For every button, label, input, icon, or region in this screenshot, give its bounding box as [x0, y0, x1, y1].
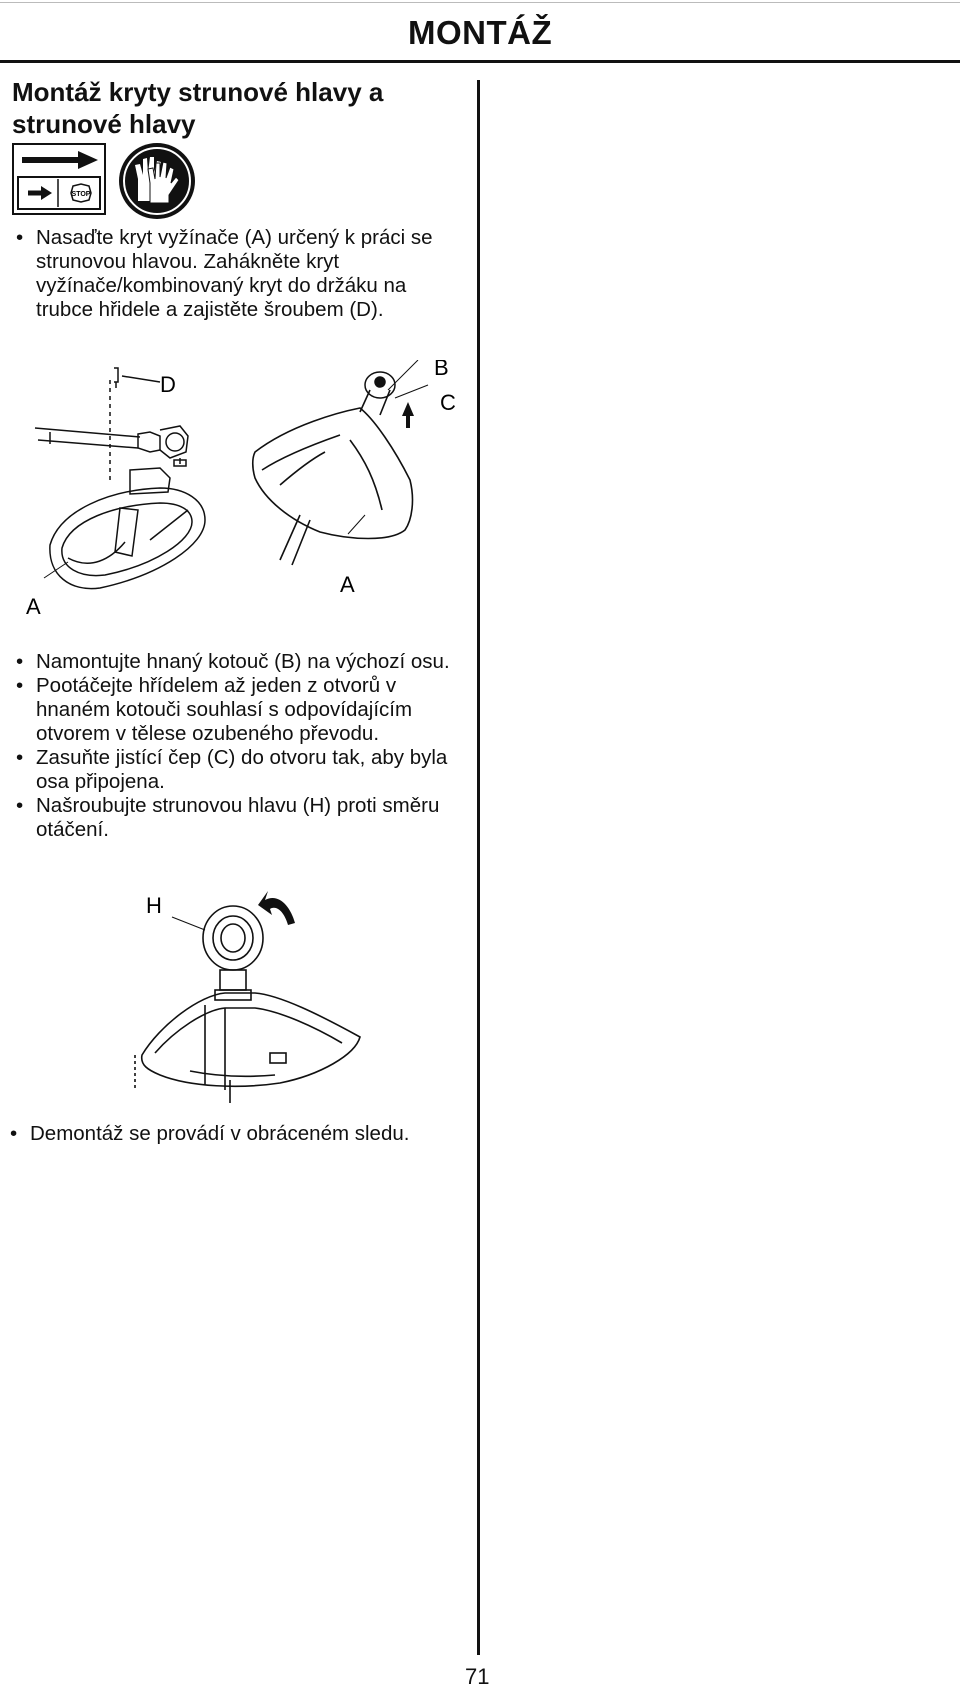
list-item: • Demontáž se provádí v obráceném sledu. [8, 1122, 468, 1146]
direction-arrow-icon [402, 402, 414, 428]
list-item: • Našroubujte strunovou hlavu (H) proti směru otáčení. [14, 794, 464, 842]
guard-right-illustration [253, 390, 413, 565]
guard-illustration [135, 993, 360, 1103]
header-rule [0, 60, 960, 63]
step-list-2 [14, 650, 464, 842]
label-a-right: A [340, 572, 355, 597]
step-list-1 [14, 226, 444, 322]
page-header-title: MONTÁŽ [408, 14, 553, 51]
page-number: 71 [465, 1664, 490, 1689]
label-c: C [440, 390, 456, 415]
protective-gloves-icon [119, 143, 195, 219]
drive-disc-illustration [365, 372, 395, 398]
label-b: B [434, 360, 449, 380]
label-h: H [146, 893, 162, 918]
safety-pictograms [12, 141, 198, 221]
rotation-arrow-icon [258, 891, 295, 925]
screw-d-illustration [114, 368, 160, 388]
list-item: • Namontujte hnaný kotouč (B) na výchozí osu. [14, 650, 464, 674]
figure-trimmer-head [130, 875, 380, 1105]
svg-text:STOP: STOP [71, 191, 91, 198]
list-item: • Zasuňte jistící čep (C) do otvoru tak, aby byla osa připojena. [14, 746, 464, 794]
arrow-stop-pictogram-icon [13, 144, 105, 214]
label-d: D [160, 372, 176, 397]
list-item: • Nasaďte kryt vyžínače (A) určený k práci se strunovou hlavou. Zahákněte kryt vyžínače/kombinovaný kryt do držáku na trubce hřidele a zajistěte šroubem (D). [14, 226, 444, 322]
guard-left-illustration [50, 468, 205, 589]
list-item: • Pootáčejte hřídelem až jeden z otvorů v hnaném kotouči souhlasí s odpovídajícím otvorem v tělese ozubeného převodu. [14, 674, 464, 746]
step-list-3 [8, 1122, 468, 1146]
header-top-line [0, 2, 960, 3]
section-heading: Montáž kryty strunové hlavy a strunové hlavy [12, 77, 384, 139]
trimmer-head-illustration [203, 906, 263, 1000]
column-divider [477, 80, 480, 1655]
label-a-left: A [26, 594, 41, 619]
figure-guard-mounting [10, 360, 470, 625]
